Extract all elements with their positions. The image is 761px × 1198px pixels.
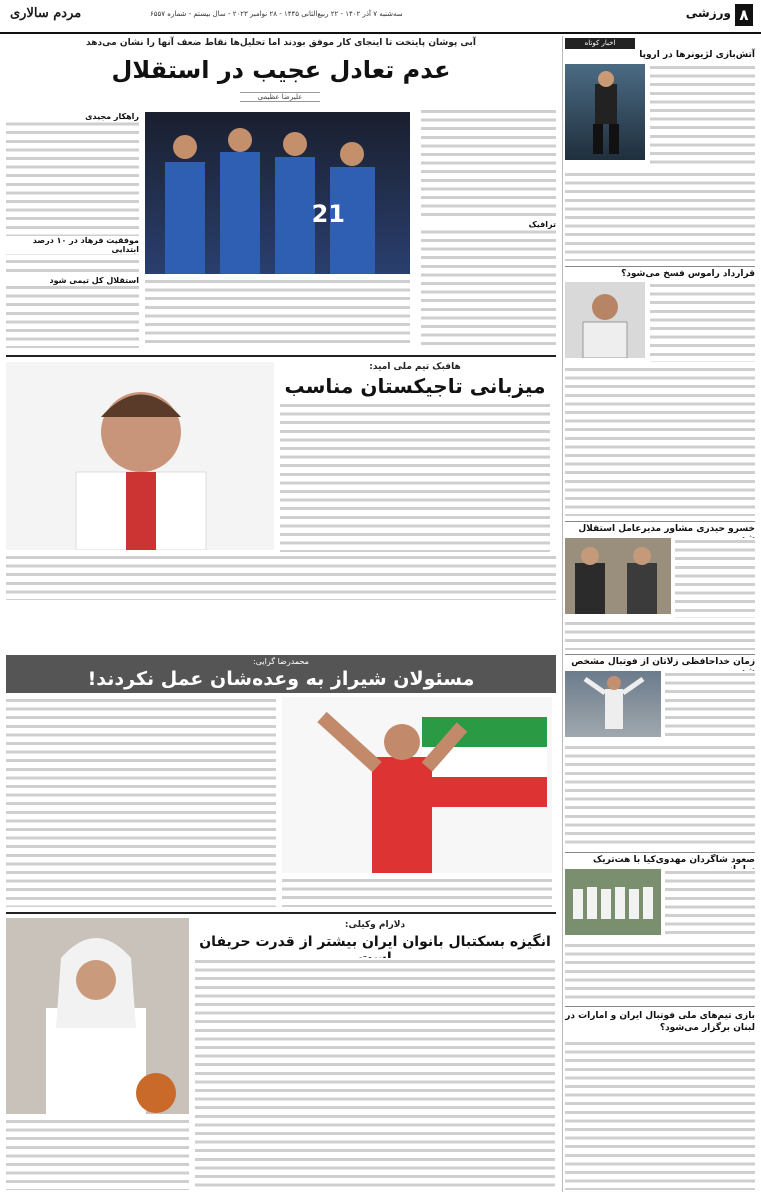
sidebar-tag: اخبار کوتاه <box>565 38 635 49</box>
story3-body <box>6 697 276 907</box>
sidebar-text <box>650 64 755 169</box>
date-line: سه‌شنبه ۷ آذر ۱۴۰۲ - ۲۲ ربیع‌الثانی ۱۴۴۵ - ۲۸ نوامبر ۲۰۲۳ - سال بیستم - شماره ۶۵۵۷ <box>150 10 403 18</box>
story3-photo-wrestler <box>282 697 552 873</box>
sidebar-text <box>565 620 755 650</box>
divider <box>6 355 556 357</box>
sidebar-photo-goalkeeper <box>565 64 645 160</box>
story2-body <box>6 554 556 600</box>
sidebar-photo-ramos <box>565 282 645 358</box>
story2-kicker: هافبک تیم ملی امید: <box>369 362 461 372</box>
story2-photo-player <box>6 362 274 550</box>
masthead <box>0 0 761 34</box>
story3-banner <box>6 655 556 693</box>
sidebar-text <box>565 1040 755 1190</box>
story3-kicker: محمدرضا گرایی: <box>253 657 309 666</box>
sidebar-text <box>565 744 755 849</box>
story4-body <box>6 1118 189 1190</box>
sidebar-item-title: بازی تیم‌های ملی فوتبال ایران و امارات در لبنان برگزار می‌شود؟ <box>565 1011 755 1033</box>
story3-caption <box>282 877 552 907</box>
lead-caption <box>145 278 410 348</box>
divider <box>565 852 755 853</box>
divider <box>565 521 755 522</box>
lead-body-col3 <box>6 112 139 348</box>
divider <box>6 912 556 914</box>
divider <box>565 654 755 655</box>
divider <box>565 1006 755 1007</box>
lead-subhead: موفقیت فرهاد در ۱۰ درصد ابتدایی <box>6 236 139 254</box>
column-rule <box>562 36 563 1192</box>
lead-subhead: راهکار مجیدی <box>6 112 139 121</box>
divider <box>565 266 755 267</box>
sidebar-text <box>565 942 755 1002</box>
lead-headline: عدم تعادل عجیب در استقلال <box>111 56 451 84</box>
story2-body <box>280 402 550 552</box>
lead-photo-esteghlal <box>145 112 410 274</box>
sidebar-text <box>565 171 755 261</box>
story4-photo-basketball <box>6 918 189 1114</box>
sidebar-item-title: زمان خداحافظی زلاتان از فوتبال مشخص <box>571 657 755 667</box>
sidebar <box>565 36 755 1192</box>
story4-body <box>195 958 555 1190</box>
sidebar-item-title: آتش‌بازی لژیونرها در اروپا <box>639 50 755 60</box>
svg-text:21: 21 <box>311 200 345 228</box>
sidebar-text <box>565 366 755 516</box>
story2-headline: میزبانی تاجیکستان مناسب <box>284 374 546 398</box>
story3-headline: مسئولان شیراز به وعده‌شان عمل نکردند! <box>87 668 475 690</box>
sidebar-text <box>675 538 755 618</box>
sidebar-item-title: صعود شاگردان مهدوی‌کیا با هت‌تریک <box>593 855 755 865</box>
sidebar-photo-zlatan <box>565 671 661 737</box>
lead-byline: علیرضا عظیمی <box>240 92 320 102</box>
story4-kicker: دلارام وکیلی: <box>344 920 406 930</box>
lead-subhead: استقلال کل تیمی شود <box>6 276 139 285</box>
sidebar-text <box>665 671 755 741</box>
story4-headline: انگیزه بسکتبال بانوان ایران بیشتر از قدرت حریفان <box>199 934 551 950</box>
sidebar-item-title: قرارداد راموس فسخ می‌شود؟ <box>621 269 755 279</box>
sidebar-photo-team <box>565 869 661 935</box>
sidebar-text <box>665 869 755 939</box>
sidebar-item-title: خسرو حیدری مشاور مدیرعامل استقلال <box>578 524 755 534</box>
page-number: ۸ <box>735 4 753 26</box>
paper-name: مردم سالاری <box>10 6 82 21</box>
sidebar-text <box>650 282 755 362</box>
sidebar-photo-heydari <box>565 538 671 614</box>
section-name: ورزشی <box>685 6 731 20</box>
lead-kicker: آبی پوشان پایتخت تا اینجای کار موفق بودند اما تحلیل‌ها نقاط ضعف آنها را نشان می‌دهد <box>86 38 476 48</box>
lead-subhead: ترافیک <box>421 220 556 229</box>
